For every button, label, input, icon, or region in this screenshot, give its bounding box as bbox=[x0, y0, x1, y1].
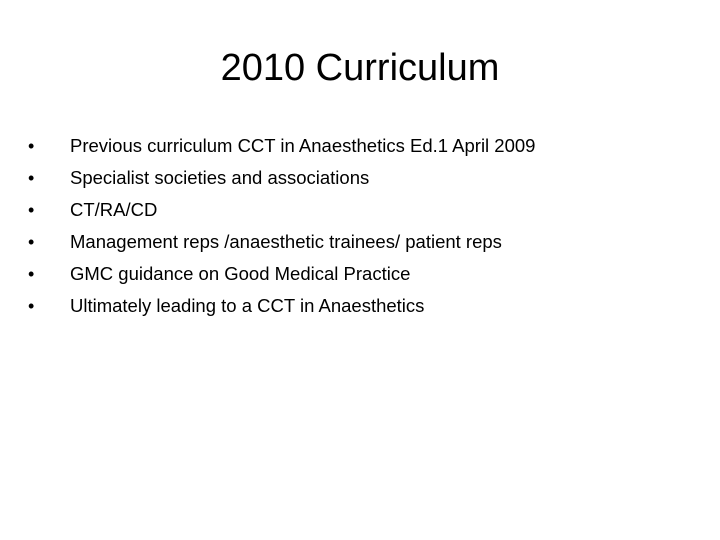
bullet-icon: • bbox=[28, 296, 35, 316]
bullet-text: CT/RA/CD bbox=[70, 199, 158, 220]
bullet-list bbox=[28, 130, 698, 322]
list-item bbox=[28, 162, 698, 194]
bullet-text: Specialist societies and associations bbox=[70, 167, 370, 188]
slide-title: 2010 Curriculum bbox=[220, 47, 500, 89]
bullet-icon: • bbox=[28, 200, 35, 220]
bullet-icon: • bbox=[28, 136, 35, 156]
list-item bbox=[28, 258, 698, 290]
list-item bbox=[28, 226, 698, 258]
list-item bbox=[28, 290, 698, 322]
bullet-icon: • bbox=[28, 264, 35, 284]
list-item bbox=[28, 130, 698, 162]
list-item bbox=[28, 194, 698, 226]
bullet-text: Ultimately leading to a CCT in Anaesthetics bbox=[70, 295, 425, 316]
bullet-icon: • bbox=[28, 232, 35, 252]
bullet-text: Management reps /anaesthetic trainees/ patient reps bbox=[70, 231, 502, 252]
bullet-text: GMC guidance on Good Medical Practice bbox=[70, 263, 411, 284]
bullet-icon: • bbox=[28, 168, 35, 188]
bullet-text: Previous curriculum CCT in Anaesthetics Ed.1 April 2009 bbox=[70, 135, 536, 156]
